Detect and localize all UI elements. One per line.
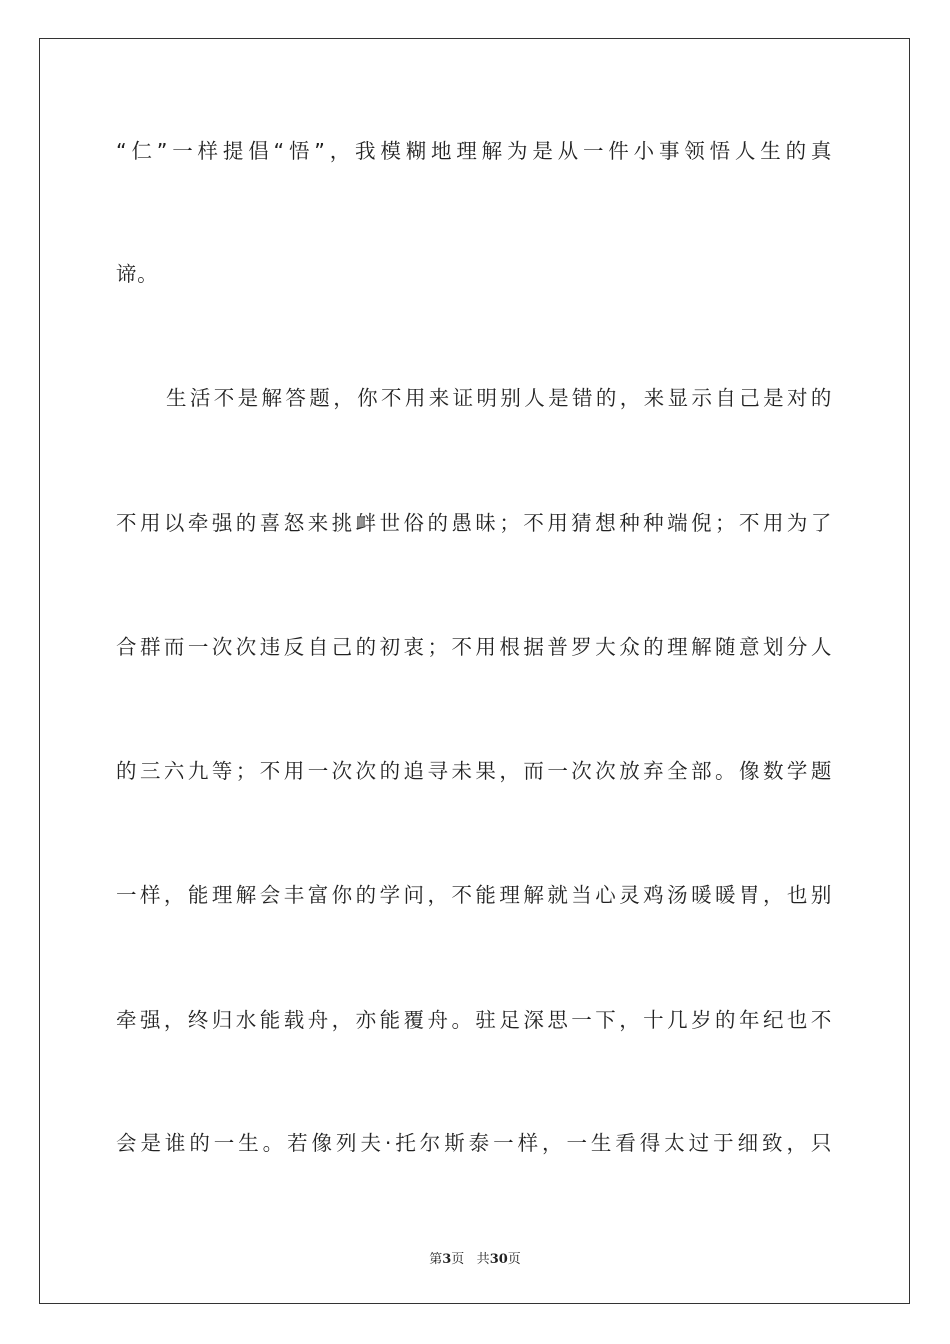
page-prefix: 第 bbox=[429, 1252, 443, 1267]
total-suffix: 页 bbox=[507, 1252, 521, 1267]
text-line-7: 一样，能理解会丰富你的学问，不能理解就当心灵鸡汤暖暖胃，也别 bbox=[116, 883, 832, 907]
text-line-6: 的三六九等；不用一次次的追寻未果，而一次次放弃全部。像数学题 bbox=[116, 759, 832, 783]
page-suffix: 页 bbox=[451, 1252, 465, 1267]
page-current: 3 bbox=[442, 1252, 452, 1267]
page-border bbox=[39, 38, 910, 1304]
page-footer bbox=[0, 1248, 950, 1267]
text-line-8: 牵强，终归水能载舟，亦能覆舟。驻足深思一下，十几岁的年纪也不 bbox=[116, 1008, 832, 1032]
total-prefix: 共 bbox=[476, 1252, 490, 1267]
text-line-4: 不用以牵强的喜怒来挑衅世俗的愚昧；不用猜想种种端倪；不用为了 bbox=[116, 511, 832, 535]
page-total: 30 bbox=[489, 1252, 508, 1267]
text-line-5: 合群而一次次违反自己的初衷；不用根据普罗大众的理解随意划分人 bbox=[116, 635, 832, 659]
text-line-3: 生活不是解答题，你不用来证明别人是错的，来显示自己是对的 bbox=[166, 386, 832, 410]
text-line-1: “仁”一样提倡“悟”，我模糊地理解为是从一件小事领悟人生的真 bbox=[116, 139, 832, 163]
text-line-9: 会是谁的一生。若像列夫·托尔斯泰一样，一生看得太过于细致，只 bbox=[116, 1131, 832, 1155]
text-line-2: 谛。 bbox=[116, 262, 159, 286]
